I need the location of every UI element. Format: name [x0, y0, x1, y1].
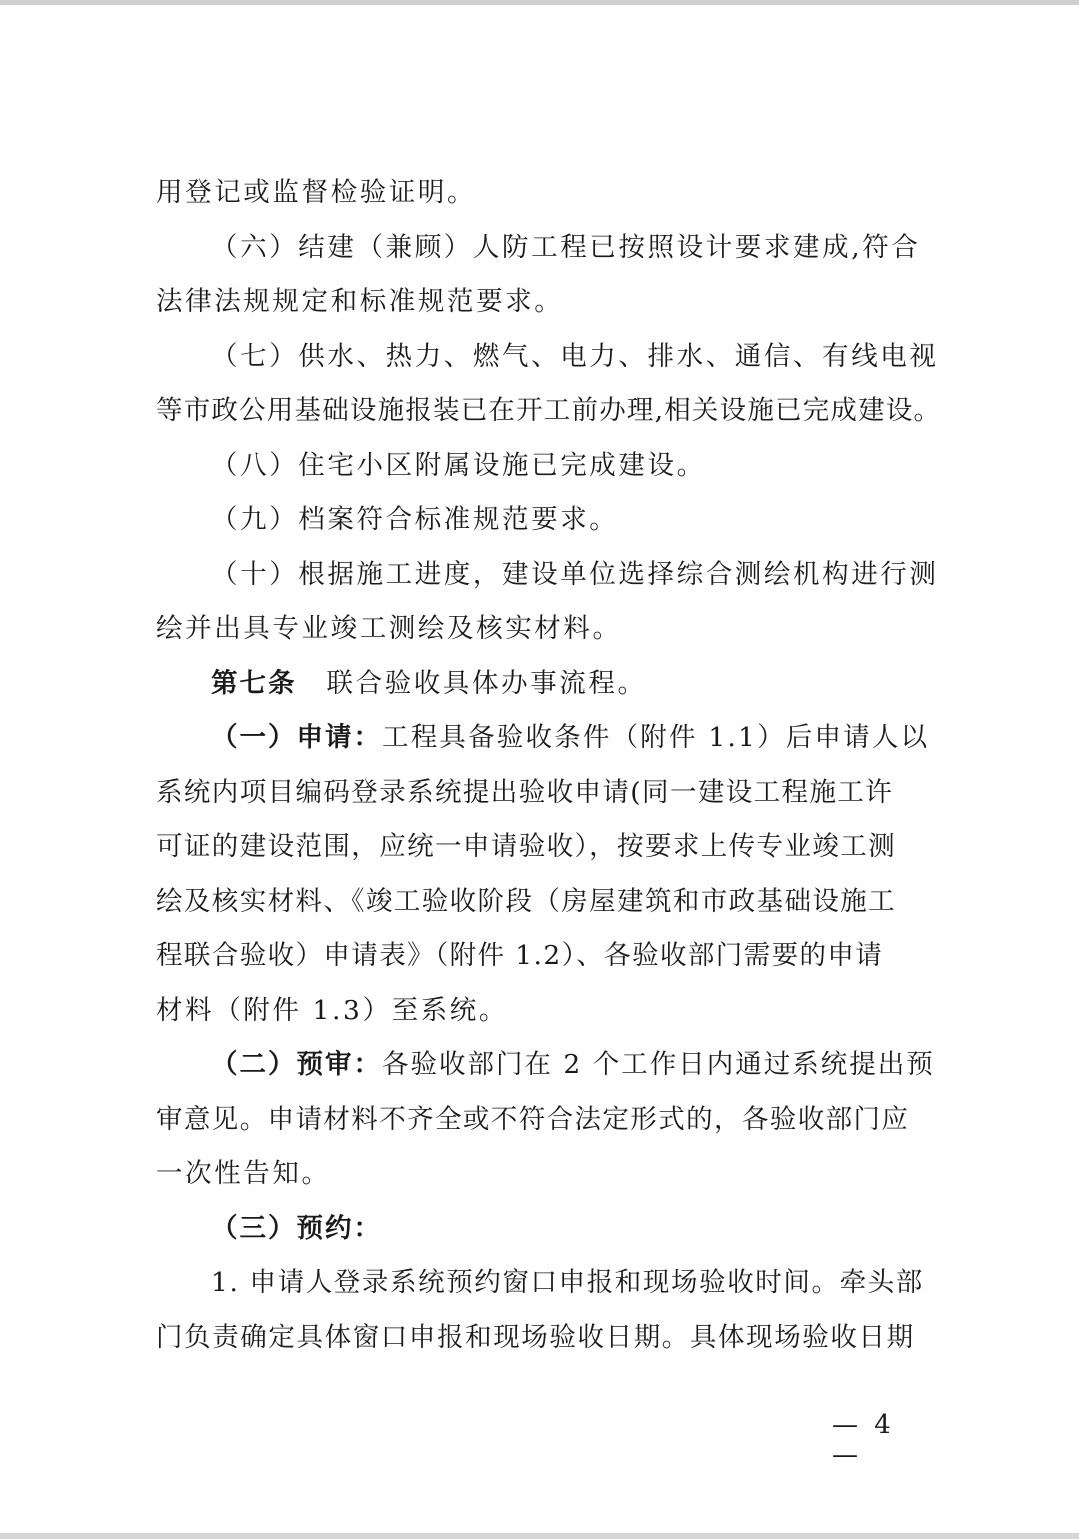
paragraph-line: （七）供水、热力、燃气、电力、排水、通信、有线电视 — [211, 340, 939, 372]
paragraph-line: （八）住宅小区附属设施已完成建设。 — [211, 449, 706, 481]
paragraph-line: 审意见。申请材料不齐全或不符合法定形式的，各验收部门应 — [156, 1103, 910, 1135]
paragraph-line: 等市政公用基础设施报装已在开工前办理,相关设施已完成建设。 — [156, 395, 942, 426]
paragraph-line: （十）根据施工进度，建设单位选择综合测绘机构进行测 — [211, 558, 939, 590]
paragraph-line: 绘及核实材料、《竣工验收阶段（房屋建筑和市政基础设施工 — [156, 885, 897, 917]
step-2-label: （二）预审： — [211, 1049, 382, 1080]
step-3-heading-line — [156, 1202, 926, 1257]
top-scan-edge — [0, 0, 1079, 5]
paragraph-line: 绘并出具专业竣工测绘及核实材料。 — [156, 613, 622, 644]
step-2-text: 各验收部门在 2 个工作日内通过系统提出预 — [382, 1049, 935, 1080]
step-1-text: 工程具备验收条件（附件 1.1）后申请人以 — [382, 722, 930, 753]
bottom-scan-edge — [0, 1533, 1079, 1539]
paragraph-line: 可证的建设范围，应统一申请验收），按要求上传专业竣工测 — [156, 831, 897, 862]
paragraph-line: 材料（附件 1.3）至系统。 — [156, 994, 508, 1026]
article-7-line — [156, 657, 926, 712]
paragraph-line: （九）档案符合标准规范要求。 — [211, 504, 619, 535]
paragraph-line: 一次性告知。 — [156, 1158, 331, 1189]
article-title: 联合验收具体办事流程。 — [326, 667, 647, 699]
article-heading: 第七条 — [211, 667, 297, 699]
paragraph-line: 法律法规规定和标准规范要求。 — [156, 286, 564, 317]
paragraph-line: 门负责确定具体窗口申报和现场验收日期。具体现场验收日期 — [156, 1321, 915, 1353]
page-number: — 4 — — [832, 1410, 895, 1470]
paragraph-line: 系统内项目编码登录系统提出验收申请(同一建设工程施工许 — [156, 776, 894, 808]
paragraph-line: （六）结建（兼顾）人防工程已按照设计要求建成,符合 — [211, 231, 921, 263]
document-body — [156, 166, 942, 1365]
step-2-first-line — [156, 1038, 935, 1093]
step-3-label: （三）预约： — [211, 1212, 382, 1244]
paragraph-line: 1. 申请人登录系统预约窗口申报和现场验收时间。牵头部 — [211, 1267, 924, 1298]
step-1-first-line — [156, 711, 930, 766]
paragraph-line: 用登记或监督检验证明。 — [156, 177, 477, 208]
step-1-label: （一）申请： — [211, 722, 382, 753]
paragraph-line: 程联合验收）申请表》（附件 1.2）、各验收部门需要的申请 — [156, 940, 884, 971]
